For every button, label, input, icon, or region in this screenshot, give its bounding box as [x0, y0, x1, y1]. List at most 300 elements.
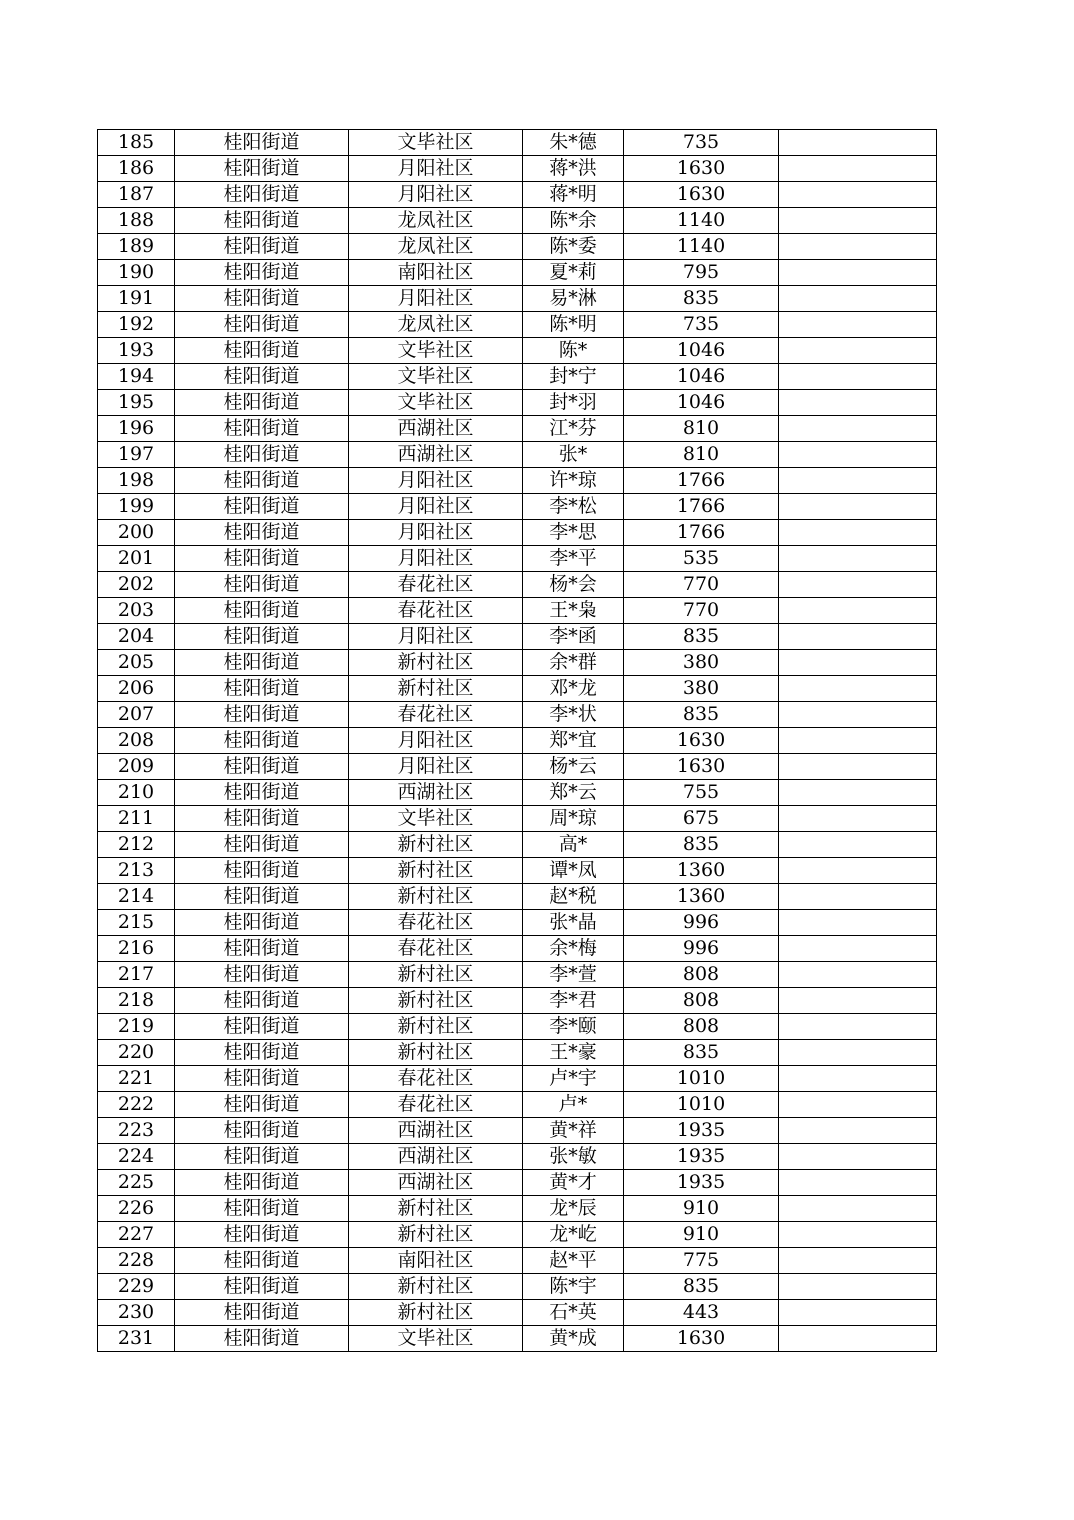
street-cell: 桂阳街道: [175, 598, 349, 624]
row-number-cell: 223: [98, 1118, 175, 1144]
table-row: [98, 1222, 937, 1248]
amount-cell: 1630: [624, 728, 779, 754]
table-row: [98, 494, 937, 520]
name-cell: 龙*辰: [523, 1196, 624, 1222]
row-number-cell: 187: [98, 182, 175, 208]
community-cell: 春花社区: [349, 1066, 523, 1092]
table-row: [98, 1300, 937, 1326]
street-cell: 桂阳街道: [175, 1222, 349, 1248]
row-number-cell: 217: [98, 962, 175, 988]
row-number-cell: 209: [98, 754, 175, 780]
name-cell: 李*颐: [523, 1014, 624, 1040]
table-row: [98, 728, 937, 754]
remark-cell: [779, 1066, 937, 1092]
remark-cell: [779, 312, 937, 338]
community-cell: 月阳社区: [349, 156, 523, 182]
table-row: [98, 1170, 937, 1196]
table-row: [98, 884, 937, 910]
remark-cell: [779, 832, 937, 858]
name-cell: 余*梅: [523, 936, 624, 962]
street-cell: 桂阳街道: [175, 1300, 349, 1326]
street-cell: 桂阳街道: [175, 520, 349, 546]
remark-cell: [779, 1040, 937, 1066]
table-body: [98, 130, 937, 1352]
community-cell: 文毕社区: [349, 130, 523, 156]
street-cell: 桂阳街道: [175, 234, 349, 260]
name-cell: 蒋*洪: [523, 156, 624, 182]
amount-cell: 1935: [624, 1118, 779, 1144]
remark-cell: [779, 1248, 937, 1274]
name-cell: 封*羽: [523, 390, 624, 416]
community-cell: 西湖社区: [349, 416, 523, 442]
table-row: [98, 546, 937, 572]
street-cell: 桂阳街道: [175, 1040, 349, 1066]
name-cell: 王*豪: [523, 1040, 624, 1066]
remark-cell: [779, 156, 937, 182]
table-row: [98, 286, 937, 312]
name-cell: 卢*宇: [523, 1066, 624, 1092]
street-cell: 桂阳街道: [175, 494, 349, 520]
remark-cell: [779, 1274, 937, 1300]
row-number-cell: 228: [98, 1248, 175, 1274]
table-row: [98, 312, 937, 338]
name-cell: 陈*余: [523, 208, 624, 234]
remark-cell: [779, 754, 937, 780]
community-cell: 新村社区: [349, 1014, 523, 1040]
remark-cell: [779, 1300, 937, 1326]
table-row: [98, 780, 937, 806]
amount-cell: 1766: [624, 520, 779, 546]
remark-cell: [779, 546, 937, 572]
amount-cell: 810: [624, 442, 779, 468]
name-cell: 谭*凤: [523, 858, 624, 884]
community-cell: 月阳社区: [349, 546, 523, 572]
street-cell: 桂阳街道: [175, 156, 349, 182]
row-number-cell: 207: [98, 702, 175, 728]
amount-cell: 1360: [624, 858, 779, 884]
row-number-cell: 206: [98, 676, 175, 702]
street-cell: 桂阳街道: [175, 572, 349, 598]
street-cell: 桂阳街道: [175, 806, 349, 832]
street-cell: 桂阳街道: [175, 546, 349, 572]
table-row: [98, 182, 937, 208]
name-cell: 许*琼: [523, 468, 624, 494]
amount-cell: 810: [624, 416, 779, 442]
name-cell: 石*英: [523, 1300, 624, 1326]
remark-cell: [779, 910, 937, 936]
row-number-cell: 210: [98, 780, 175, 806]
row-number-cell: 226: [98, 1196, 175, 1222]
table-row: [98, 1144, 937, 1170]
row-number-cell: 213: [98, 858, 175, 884]
name-cell: 易*淋: [523, 286, 624, 312]
street-cell: 桂阳街道: [175, 416, 349, 442]
remark-cell: [779, 884, 937, 910]
table-row: [98, 1118, 937, 1144]
remark-cell: [779, 494, 937, 520]
amount-cell: 996: [624, 936, 779, 962]
row-number-cell: 205: [98, 650, 175, 676]
street-cell: 桂阳街道: [175, 988, 349, 1014]
row-number-cell: 212: [98, 832, 175, 858]
remark-cell: [779, 676, 937, 702]
remark-cell: [779, 806, 937, 832]
table-row: [98, 598, 937, 624]
community-cell: 月阳社区: [349, 520, 523, 546]
row-number-cell: 189: [98, 234, 175, 260]
name-cell: 龙*屹: [523, 1222, 624, 1248]
remark-cell: [779, 1222, 937, 1248]
table-row: [98, 1196, 937, 1222]
table-row: [98, 624, 937, 650]
amount-cell: 1766: [624, 494, 779, 520]
remark-cell: [779, 234, 937, 260]
amount-cell: 1935: [624, 1170, 779, 1196]
table-row: [98, 832, 937, 858]
table-row: [98, 156, 937, 182]
remark-cell: [779, 338, 937, 364]
row-number-cell: 216: [98, 936, 175, 962]
row-number-cell: 196: [98, 416, 175, 442]
remark-cell: [779, 1170, 937, 1196]
street-cell: 桂阳街道: [175, 312, 349, 338]
table-row: [98, 1248, 937, 1274]
amount-cell: 735: [624, 130, 779, 156]
row-number-cell: 188: [98, 208, 175, 234]
community-cell: 新村社区: [349, 1274, 523, 1300]
community-cell: 龙凤社区: [349, 234, 523, 260]
amount-cell: 835: [624, 832, 779, 858]
remark-cell: [779, 1326, 937, 1352]
community-cell: 新村社区: [349, 988, 523, 1014]
remark-cell: [779, 286, 937, 312]
name-cell: 李*函: [523, 624, 624, 650]
remark-cell: [779, 728, 937, 754]
amount-cell: 380: [624, 676, 779, 702]
row-number-cell: 186: [98, 156, 175, 182]
amount-cell: 1046: [624, 390, 779, 416]
community-cell: 文毕社区: [349, 364, 523, 390]
data-table: [97, 129, 937, 1352]
street-cell: 桂阳街道: [175, 858, 349, 884]
name-cell: 张*敏: [523, 1144, 624, 1170]
community-cell: 春花社区: [349, 936, 523, 962]
table-row: [98, 858, 937, 884]
name-cell: 李*君: [523, 988, 624, 1014]
street-cell: 桂阳街道: [175, 624, 349, 650]
amount-cell: 1010: [624, 1066, 779, 1092]
row-number-cell: 199: [98, 494, 175, 520]
row-number-cell: 229: [98, 1274, 175, 1300]
remark-cell: [779, 936, 937, 962]
remark-cell: [779, 572, 937, 598]
table-row: [98, 754, 937, 780]
row-number-cell: 211: [98, 806, 175, 832]
street-cell: 桂阳街道: [175, 1118, 349, 1144]
table-row: [98, 208, 937, 234]
name-cell: 夏*莉: [523, 260, 624, 286]
amount-cell: 735: [624, 312, 779, 338]
amount-cell: 535: [624, 546, 779, 572]
remark-cell: [779, 208, 937, 234]
street-cell: 桂阳街道: [175, 390, 349, 416]
street-cell: 桂阳街道: [175, 338, 349, 364]
amount-cell: 795: [624, 260, 779, 286]
remark-cell: [779, 416, 937, 442]
name-cell: 余*群: [523, 650, 624, 676]
row-number-cell: 194: [98, 364, 175, 390]
community-cell: 新村社区: [349, 1300, 523, 1326]
remark-cell: [779, 1144, 937, 1170]
street-cell: 桂阳街道: [175, 468, 349, 494]
table-row: [98, 572, 937, 598]
amount-cell: 1140: [624, 234, 779, 260]
community-cell: 龙凤社区: [349, 312, 523, 338]
amount-cell: 1630: [624, 156, 779, 182]
amount-cell: 1046: [624, 338, 779, 364]
table-row: [98, 468, 937, 494]
street-cell: 桂阳街道: [175, 1066, 349, 1092]
street-cell: 桂阳街道: [175, 260, 349, 286]
row-number-cell: 195: [98, 390, 175, 416]
community-cell: 新村社区: [349, 1040, 523, 1066]
community-cell: 文毕社区: [349, 806, 523, 832]
amount-cell: 1140: [624, 208, 779, 234]
remark-cell: [779, 390, 937, 416]
street-cell: 桂阳街道: [175, 1196, 349, 1222]
amount-cell: 1010: [624, 1092, 779, 1118]
street-cell: 桂阳街道: [175, 208, 349, 234]
row-number-cell: 191: [98, 286, 175, 312]
community-cell: 西湖社区: [349, 442, 523, 468]
community-cell: 西湖社区: [349, 1118, 523, 1144]
name-cell: 邓*龙: [523, 676, 624, 702]
name-cell: 朱*德: [523, 130, 624, 156]
remark-cell: [779, 182, 937, 208]
community-cell: 西湖社区: [349, 1144, 523, 1170]
name-cell: 高*: [523, 832, 624, 858]
amount-cell: 835: [624, 1040, 779, 1066]
row-number-cell: 230: [98, 1300, 175, 1326]
street-cell: 桂阳街道: [175, 676, 349, 702]
name-cell: 李*萱: [523, 962, 624, 988]
name-cell: 王*枭: [523, 598, 624, 624]
community-cell: 新村社区: [349, 1196, 523, 1222]
community-cell: 月阳社区: [349, 728, 523, 754]
remark-cell: [779, 962, 937, 988]
community-cell: 春花社区: [349, 572, 523, 598]
street-cell: 桂阳街道: [175, 1170, 349, 1196]
name-cell: 黄*成: [523, 1326, 624, 1352]
table-row: [98, 130, 937, 156]
name-cell: 陈*委: [523, 234, 624, 260]
name-cell: 张*晶: [523, 910, 624, 936]
table-row: [98, 234, 937, 260]
remark-cell: [779, 702, 937, 728]
remark-cell: [779, 260, 937, 286]
amount-cell: 1046: [624, 364, 779, 390]
name-cell: 杨*云: [523, 754, 624, 780]
name-cell: 封*宁: [523, 364, 624, 390]
amount-cell: 996: [624, 910, 779, 936]
remark-cell: [779, 468, 937, 494]
community-cell: 新村社区: [349, 1222, 523, 1248]
row-number-cell: 214: [98, 884, 175, 910]
community-cell: 月阳社区: [349, 286, 523, 312]
street-cell: 桂阳街道: [175, 650, 349, 676]
amount-cell: 675: [624, 806, 779, 832]
name-cell: 赵*税: [523, 884, 624, 910]
name-cell: 李*松: [523, 494, 624, 520]
street-cell: 桂阳街道: [175, 910, 349, 936]
street-cell: 桂阳街道: [175, 728, 349, 754]
remark-cell: [779, 624, 937, 650]
row-number-cell: 219: [98, 1014, 175, 1040]
amount-cell: 770: [624, 598, 779, 624]
amount-cell: 910: [624, 1222, 779, 1248]
street-cell: 桂阳街道: [175, 754, 349, 780]
remark-cell: [779, 1014, 937, 1040]
street-cell: 桂阳街道: [175, 962, 349, 988]
row-number-cell: 202: [98, 572, 175, 598]
community-cell: 新村社区: [349, 676, 523, 702]
remark-cell: [779, 988, 937, 1014]
row-number-cell: 198: [98, 468, 175, 494]
name-cell: 黄*才: [523, 1170, 624, 1196]
row-number-cell: 227: [98, 1222, 175, 1248]
table-row: [98, 806, 937, 832]
street-cell: 桂阳街道: [175, 286, 349, 312]
remark-cell: [779, 598, 937, 624]
street-cell: 桂阳街道: [175, 1274, 349, 1300]
row-number-cell: 221: [98, 1066, 175, 1092]
community-cell: 新村社区: [349, 832, 523, 858]
community-cell: 新村社区: [349, 962, 523, 988]
amount-cell: 775: [624, 1248, 779, 1274]
amount-cell: 835: [624, 624, 779, 650]
remark-cell: [779, 1196, 937, 1222]
row-number-cell: 225: [98, 1170, 175, 1196]
table-row: [98, 442, 937, 468]
amount-cell: 1630: [624, 1326, 779, 1352]
amount-cell: 910: [624, 1196, 779, 1222]
street-cell: 桂阳街道: [175, 780, 349, 806]
community-cell: 文毕社区: [349, 1326, 523, 1352]
amount-cell: 808: [624, 988, 779, 1014]
name-cell: 杨*会: [523, 572, 624, 598]
community-cell: 西湖社区: [349, 1170, 523, 1196]
street-cell: 桂阳街道: [175, 1144, 349, 1170]
table-row: [98, 364, 937, 390]
community-cell: 春花社区: [349, 1092, 523, 1118]
community-cell: 文毕社区: [349, 390, 523, 416]
name-cell: 江*芬: [523, 416, 624, 442]
name-cell: 周*琼: [523, 806, 624, 832]
remark-cell: [779, 858, 937, 884]
street-cell: 桂阳街道: [175, 936, 349, 962]
row-number-cell: 201: [98, 546, 175, 572]
name-cell: 黄*祥: [523, 1118, 624, 1144]
name-cell: 张*: [523, 442, 624, 468]
row-number-cell: 197: [98, 442, 175, 468]
amount-cell: 1766: [624, 468, 779, 494]
street-cell: 桂阳街道: [175, 182, 349, 208]
name-cell: 蒋*明: [523, 182, 624, 208]
table-row: [98, 1092, 937, 1118]
street-cell: 桂阳街道: [175, 1326, 349, 1352]
table-row: [98, 1066, 937, 1092]
amount-cell: 1935: [624, 1144, 779, 1170]
community-cell: 龙凤社区: [349, 208, 523, 234]
street-cell: 桂阳街道: [175, 884, 349, 910]
row-number-cell: 208: [98, 728, 175, 754]
remark-cell: [779, 1118, 937, 1144]
name-cell: 郑*宜: [523, 728, 624, 754]
table-row: [98, 416, 937, 442]
community-cell: 春花社区: [349, 910, 523, 936]
community-cell: 南阳社区: [349, 260, 523, 286]
amount-cell: 1630: [624, 754, 779, 780]
community-cell: 春花社区: [349, 702, 523, 728]
amount-cell: 835: [624, 702, 779, 728]
name-cell: 卢*: [523, 1092, 624, 1118]
table-row: [98, 650, 937, 676]
table-row: [98, 1040, 937, 1066]
table-row: [98, 260, 937, 286]
street-cell: 桂阳街道: [175, 1092, 349, 1118]
row-number-cell: 224: [98, 1144, 175, 1170]
row-number-cell: 215: [98, 910, 175, 936]
amount-cell: 835: [624, 1274, 779, 1300]
name-cell: 陈*: [523, 338, 624, 364]
name-cell: 赵*平: [523, 1248, 624, 1274]
row-number-cell: 200: [98, 520, 175, 546]
street-cell: 桂阳街道: [175, 130, 349, 156]
name-cell: 李*平: [523, 546, 624, 572]
community-cell: 新村社区: [349, 650, 523, 676]
amount-cell: 808: [624, 1014, 779, 1040]
row-number-cell: 203: [98, 598, 175, 624]
table-row: [98, 676, 937, 702]
remark-cell: [779, 520, 937, 546]
community-cell: 月阳社区: [349, 624, 523, 650]
table-row: [98, 338, 937, 364]
name-cell: 陈*明: [523, 312, 624, 338]
amount-cell: 380: [624, 650, 779, 676]
row-number-cell: 204: [98, 624, 175, 650]
community-cell: 新村社区: [349, 884, 523, 910]
table-row: [98, 910, 937, 936]
remark-cell: [779, 442, 937, 468]
remark-cell: [779, 650, 937, 676]
name-cell: 李*思: [523, 520, 624, 546]
row-number-cell: 220: [98, 1040, 175, 1066]
community-cell: 月阳社区: [349, 494, 523, 520]
street-cell: 桂阳街道: [175, 442, 349, 468]
row-number-cell: 231: [98, 1326, 175, 1352]
street-cell: 桂阳街道: [175, 1248, 349, 1274]
table-row: [98, 390, 937, 416]
table-row: [98, 1014, 937, 1040]
community-cell: 文毕社区: [349, 338, 523, 364]
name-cell: 陈*宇: [523, 1274, 624, 1300]
table-row: [98, 988, 937, 1014]
remark-cell: [779, 130, 937, 156]
name-cell: 郑*云: [523, 780, 624, 806]
community-cell: 新村社区: [349, 858, 523, 884]
community-cell: 春花社区: [349, 598, 523, 624]
row-number-cell: 185: [98, 130, 175, 156]
